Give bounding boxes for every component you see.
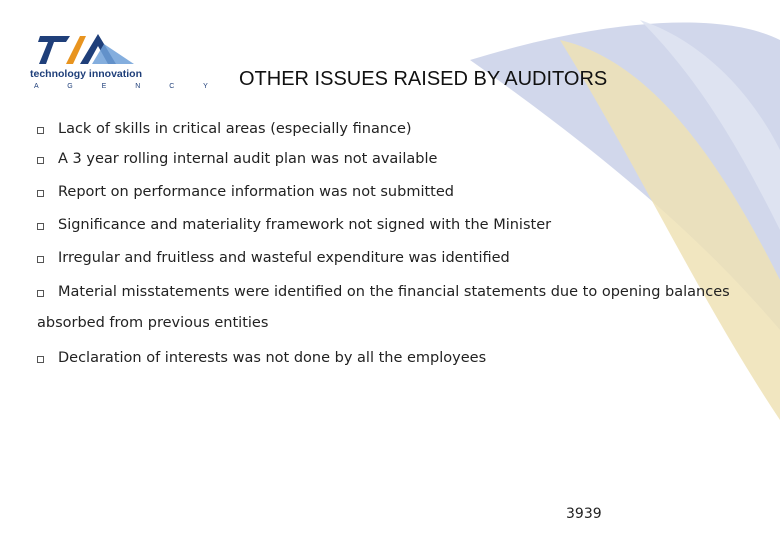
list-item-text: Lack of skills in critical areas (especially finance) [58, 121, 412, 137]
square-bullet-icon [37, 356, 44, 363]
logo [30, 30, 222, 96]
list-item-text: Irregular and fruitless and wasteful expenditure was identified [58, 250, 510, 266]
list-item-text: Report on performance information was not submitted [58, 184, 454, 200]
slide-title: OTHER ISSUES RAISED BY AUDITORS [239, 68, 608, 90]
square-bullet-icon [37, 127, 44, 134]
square-bullet-icon [37, 290, 44, 297]
logo-agency: A G E N C Y [34, 83, 222, 90]
square-bullet-icon [37, 256, 44, 263]
list-item-text: Significance and materiality framework not signed with the Minister [58, 217, 552, 233]
list-item-continuation: absorbed from previous entities [37, 315, 269, 331]
square-bullet-icon [37, 190, 44, 197]
logo-name: technology innovation [30, 68, 142, 80]
list-item-text: A 3 year rolling internal audit plan was not available [58, 151, 438, 167]
list-item-text: Declaration of interests was not done by all the employees [58, 350, 487, 366]
logo-mark-icon [36, 30, 136, 66]
page-number: 3939 [566, 506, 602, 522]
square-bullet-icon [37, 157, 44, 164]
square-bullet-icon [37, 223, 44, 230]
list-item-text: Material misstatements were identified on the financial statements due to opening balances [58, 284, 730, 300]
